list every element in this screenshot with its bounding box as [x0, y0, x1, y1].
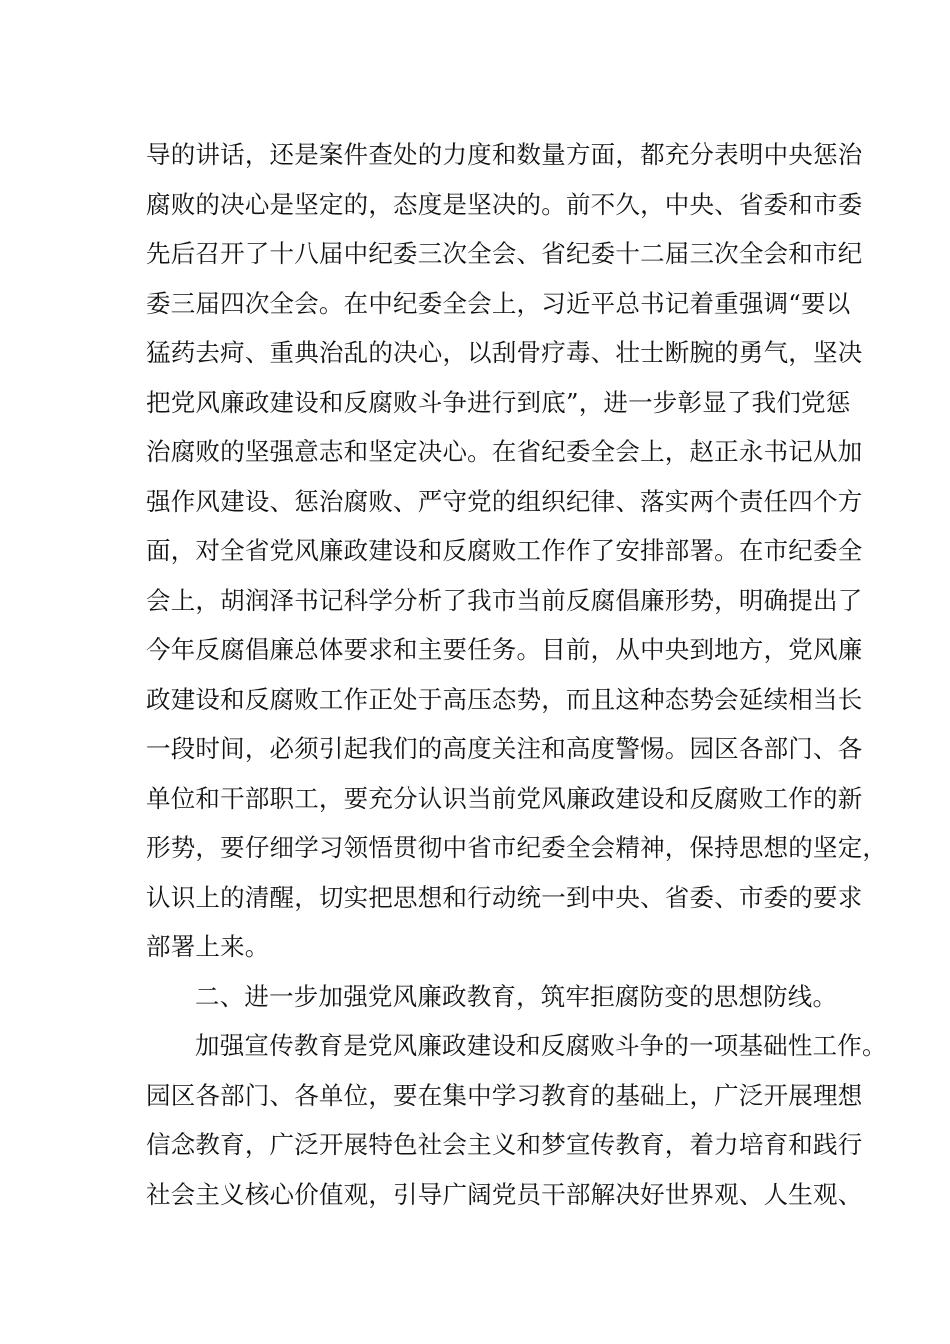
- text-line: 信 念 教 育 ， 广 泛 开 展 特 色 社 会 主 义 和 梦 宣 传 教 育 ， 着 力 培 育 和 践 行: [146, 1130, 863, 1159]
- text-line: 导 的 讲 话 ， 还 是 案 件 查 处 的 力 度 和 数 量 方 面 ， 都 充 分 表 明 中 央 惩 治: [146, 140, 863, 169]
- text-line: 部署上来。: [146, 932, 270, 961]
- text-line: 面 ， 对 全 省 党 风 廉 政 建 设 和 反 腐 败 工 作 作 了 安 排 部 署 。 在 市 纪 委 全: [146, 536, 863, 565]
- text-line: 形 势 ， 要 仔 细 学 习 领 悟 贯 彻 中 省 市 纪 委 全 会 精 神 ， 保 持 思 想 的 坚 定 ，: [146, 833, 888, 862]
- text-line: 今 年 反 腐 倡 廉 总 体 要 求 和 主 要 任 务 。 目 前 ， 从 中 央 到 地 方 ， 党 风 廉: [146, 635, 863, 664]
- text-line: 委 三 届 四 次 全 会 。 在 中 纪 委 全 会 上 ， 习 近 平 总 书 记 着 重 强 调 “ 要 以: [146, 288, 851, 318]
- text-line: 单 位 和 干 部 职 工 ， 要 充 分 认 识 当 前 党 风 廉 政 建 设 和 反 腐 败 工 作 的 新: [146, 783, 863, 813]
- text-line: 政 建 设 和 反 腐 败 工 作 正 处 于 高 压 态 势 ， 而 且 这 种 态 势 会 延 续 相 当 长: [146, 684, 863, 714]
- text-line: 把 党 风 廉 政 建 设 和 反 腐 败 斗 争 进 行 到 底 ” ， 进 一 步 彰 显 了 我 们 党 惩: [146, 387, 851, 417]
- text-line: 先 后 召 开 了 十 八 届 中 纪 委 三 次 全 会 、 省 纪 委 十 二 届 三 次 全 会 和 市 纪: [146, 239, 863, 268]
- text-line: 强 作 风 建 设 、 惩 治 腐 败 、 严 守 党 的 组 织 纪 律 、 落 实 两 个 责 任 四 个 方: [146, 486, 863, 516]
- text-line: 二、进一步加强党风廉政教育，筑牢拒腐防变的思想防线。: [195, 981, 838, 1011]
- text-line: 园 区 各 部 门 、 各 单 位 ， 要 在 集 中 学 习 教 育 的 基 础 上 ， 广 泛 开 展 理 想: [146, 1080, 863, 1110]
- text-line: 加 强 宣 传 教 育 是 党 风 廉 政 建 设 和 反 腐 败 斗 争 的 一 项 基 础 性 工 作 。: [195, 1031, 887, 1060]
- text-line: 会 上 ， 胡 润 泽 书 记 科 学 分 析 了 我 市 当 前 反 腐 倡 廉 形 势 ， 明 确 提 出 了: [146, 585, 863, 615]
- text-line: 一 段 时 间 ， 必 须 引 起 我 们 的 高 度 关 注 和 高 度 警 惕 。 园 区 各 部 门 、 各: [146, 734, 863, 763]
- text-line: 腐 败 的 决 心 是 坚 定 的 ， 态 度 是 坚 决 的 。 前 不 久 ， 中 央 、 省 委 和 市 委: [146, 189, 863, 219]
- document-body: [146, 130, 888, 1219]
- text-line: 社 会 主 义 核 心 价 值 观 ， 引 导 广 阔 党 员 干 部 解 决 好 世 界 观 、 人 生 观 、: [146, 1179, 863, 1209]
- text-line: 治 腐 败 的 坚 强 意 志 和 坚 定 决 心 。 在 省 纪 委 全 会 上 ， 赵 正 永 书 记 从 加: [146, 437, 863, 466]
- text-line: 猛 药 去 疴 、 重 典 治 乱 的 决 心 ， 以 刮 骨 疗 毒 、 壮 士 断 腕 的 勇 气 ， 坚 决: [146, 338, 863, 367]
- text-line: 认 识 上 的 清 醒 ， 切 实 把 思 想 和 行 动 统 一 到 中 央 、 省 委 、 市 委 的 要 求: [146, 882, 863, 912]
